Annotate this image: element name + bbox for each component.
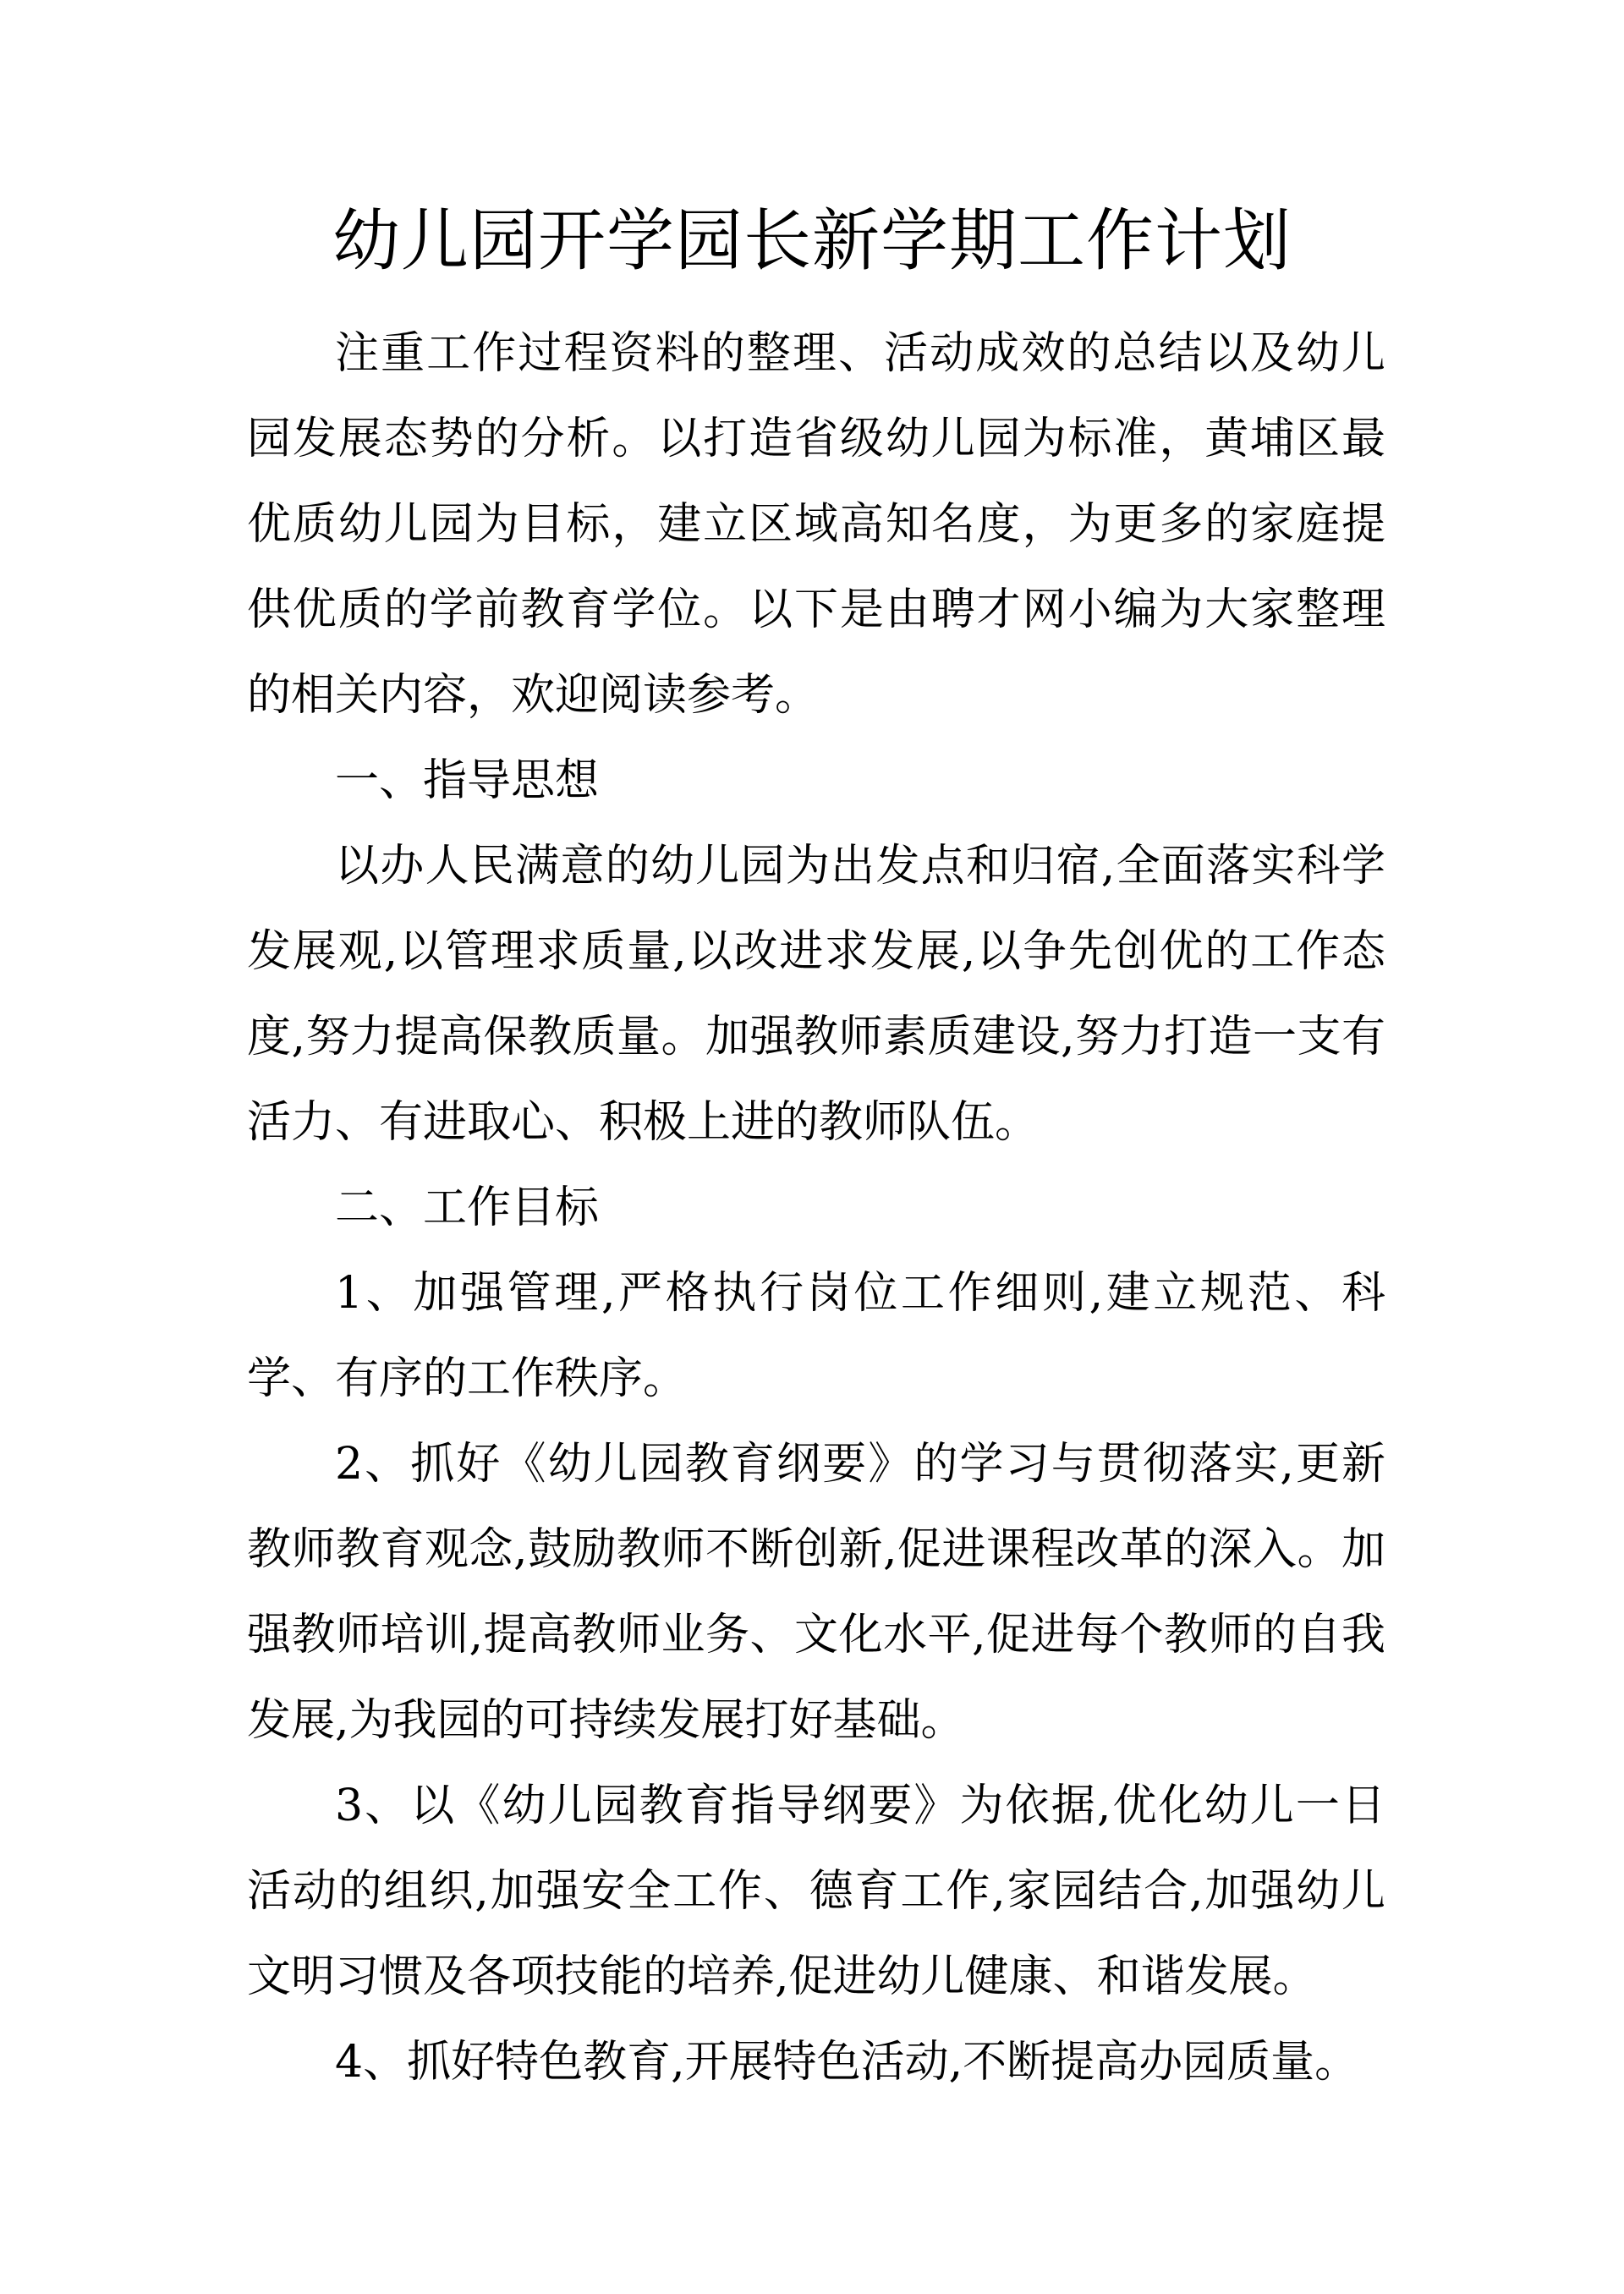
section-heading-guiding-ideology: 一、指导思想 bbox=[335, 755, 600, 806]
guiding-ideology-paragraph: 以办人民满意的幼儿园为出发点和归宿,全面落实科学发展观,以管理求质量,以改进求发展,以争先创优的工作态度,努力提高保教质量。加强教师素质建设,努力打造一支有活力、有进取心、积极上进的教师队伍。 bbox=[247, 841, 1385, 1148]
goal-item-3: 3、以《幼儿园教育指导纲要》为依据,优化幼儿一日活动的组织,加强安全工作、德育工作,家园结合,加强幼儿文明习惯及各项技能的培养,促进幼儿健康、和谐发展。 bbox=[247, 1781, 1385, 2002]
goal-item-4: 4、抓好特色教育,开展特色活动,不断提高办园质量。 bbox=[335, 2037, 1359, 2088]
section-heading-work-goals: 二、工作目标 bbox=[335, 1183, 600, 1233]
document-body bbox=[247, 311, 1385, 2105]
goal-item-2: 2、抓好《幼儿园教育纲要》的学习与贯彻落实,更新教师教育观念,鼓励教师不断创新,促进课程改革的深入。加强教师培训,提高教师业务、文化水平,促进每个教师的自我发展,为我园的可持续发展打好基础。 bbox=[247, 1439, 1385, 1746]
goal-item-1: 1、加强管理,严格执行岗位工作细则,建立规范、科学、有序的工作秩序。 bbox=[247, 1268, 1385, 1404]
document-title: 幼儿园开学园长新学期工作计划 bbox=[332, 201, 1292, 280]
intro-paragraph: 注重工作过程资料的整理、活动成效的总结以及幼儿园发展态势的分析。以打造省级幼儿园为标准，黄埔区最优质幼儿园为目标，建立区域高知名度，为更多的家庭提供优质的学前教育学位。以下是由聘才网小编为大家整理的相关内容，欢迎阅读参考。 bbox=[247, 328, 1385, 721]
